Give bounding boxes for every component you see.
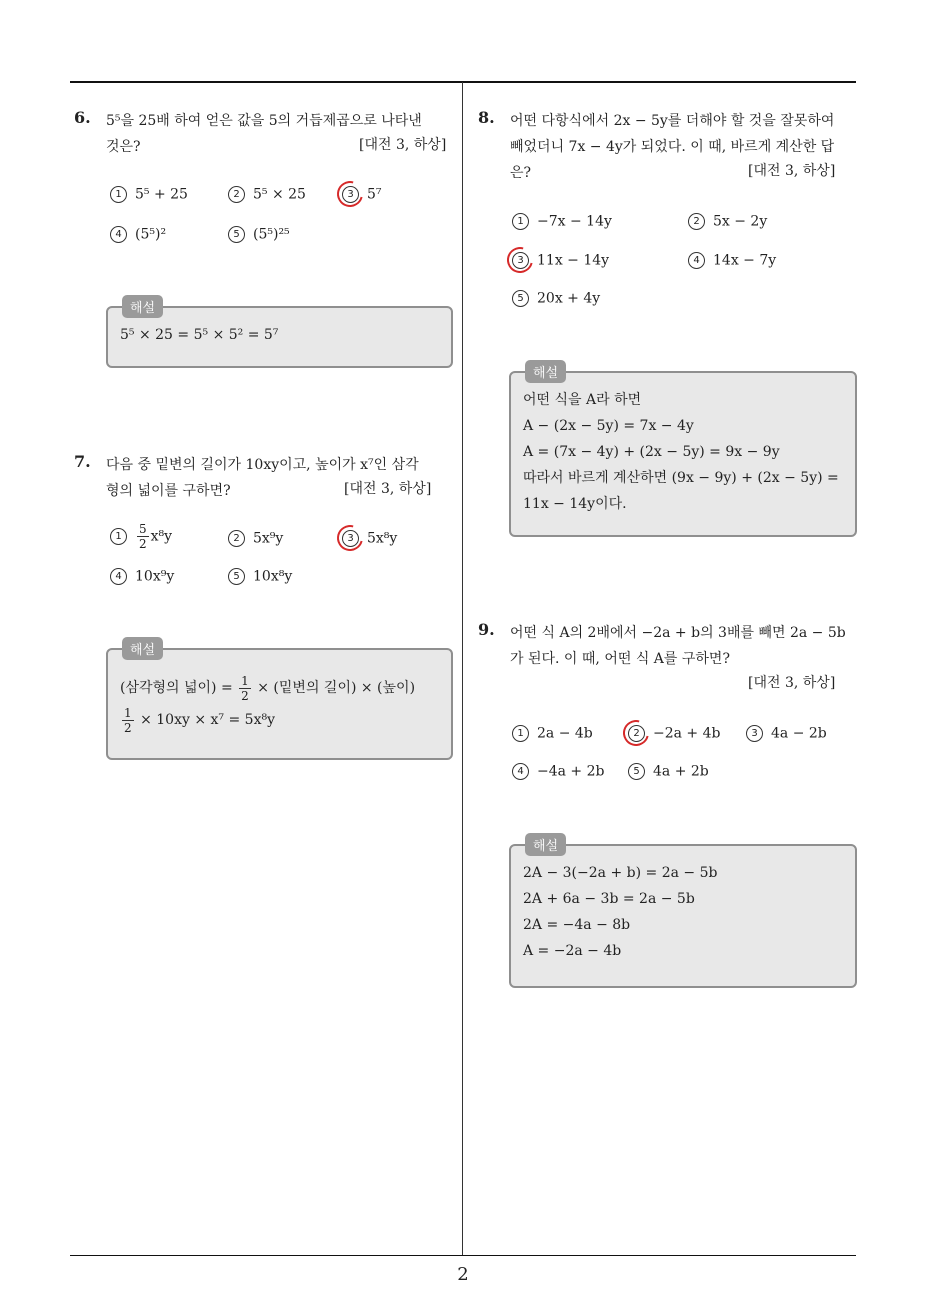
- answer-mark: [502, 242, 538, 278]
- difficulty-label: [대전 3, 하상]: [344, 481, 432, 497]
- top-rule: [70, 81, 856, 83]
- option-2[interactable]: 2 −2a + 4b: [628, 725, 720, 742]
- answer-mark: [332, 520, 368, 556]
- question-number: 6.: [74, 108, 91, 127]
- question-8: [478, 108, 858, 188]
- option-2[interactable]: 2 5x⁹y: [228, 530, 283, 547]
- solution-box: 해설 5⁵ × 25 = 5⁵ × 5² = 5⁷: [106, 306, 453, 368]
- difficulty-label: [대전 3, 하상]: [359, 137, 447, 153]
- question-text: 다음 중 밑변의 길이가 10xy이고, 높이가 x⁷인 삼각 형의 넓이를 구하면?: [106, 457, 419, 499]
- option-4[interactable]: 4 10x⁹y: [110, 568, 174, 585]
- option-3[interactable]: 3 4a − 2b: [746, 725, 827, 742]
- solution-box: 해설 2A − 3(−2a + b) = 2a − 5b 2A + 6a − 3b = 2a − 5b 2A = −4a − 8b A = −2a − 4b: [509, 844, 857, 988]
- option-1[interactable]: 1 2a − 4b: [512, 725, 593, 742]
- page-number: 2: [457, 1264, 469, 1285]
- option-5[interactable]: 5 4a + 2b: [628, 763, 709, 780]
- solution-tag: 해설: [122, 637, 163, 660]
- difficulty-label: [대전 3, 하상]: [748, 675, 836, 691]
- solution-tag: 해설: [525, 360, 566, 383]
- question-9: [478, 620, 858, 700]
- option-4[interactable]: 4 14x − 7y: [688, 252, 776, 269]
- option-3[interactable]: 3 5x⁸y: [342, 530, 397, 547]
- question-text: 5⁵을 25배 하여 얻은 값을 5의 거듭제곱으로 나타낸 것은?: [106, 113, 422, 155]
- option-1[interactable]: 1 $\frac{5}{2}$ x⁸y: [110, 522, 172, 551]
- option-2[interactable]: 2 5⁵ × 25: [228, 186, 306, 203]
- solution-box: 해설 어떤 식을 A라 하면 A − (2x − 5y) = 7x − 4y A = (7x − 4y) + (2x − 5y) = 9x − 9y 따라서 바르게 계산하면 (9x − 9y) + (2x − 5y) = 11x − 14y이다.: [509, 371, 857, 537]
- question-6: [74, 108, 458, 228]
- solution-box: 해설 (삼각형의 넓이) = $\frac{1}{2}$ × (밑변의 길이) × (높이) $\frac{1}{2}$ × 10xy × x⁷ = 5x⁸y: [106, 648, 453, 760]
- solution-tag: 해설: [122, 295, 163, 318]
- option-5[interactable]: 5 (5⁵)²⁵: [228, 226, 290, 243]
- bottom-rule: [70, 1255, 856, 1256]
- option-5[interactable]: 5 20x + 4y: [512, 290, 600, 307]
- question-7: [74, 452, 458, 512]
- option-1[interactable]: 1 5⁵ + 25: [110, 186, 188, 203]
- option-1[interactable]: 1 −7x − 14y: [512, 213, 612, 230]
- option-5[interactable]: 5 10x⁸y: [228, 568, 292, 585]
- column-divider: [462, 82, 463, 1256]
- option-2[interactable]: 2 5x − 2y: [688, 213, 767, 230]
- option-4[interactable]: 4 (5⁵)²: [110, 226, 166, 243]
- question-number: 9.: [478, 620, 495, 639]
- difficulty-label: [대전 3, 하상]: [748, 163, 836, 179]
- question-text: 어떤 다항식에서 2x − 5y를 더해야 할 것을 잘못하여 빼었더니 7x − 4y가 되었다. 이 때, 바르게 계산한 답 은?: [510, 113, 835, 181]
- question-number: 7.: [74, 452, 91, 471]
- option-4[interactable]: 4 −4a + 2b: [512, 763, 604, 780]
- answer-mark: [618, 715, 654, 751]
- option-3[interactable]: 3 5⁷: [342, 186, 382, 203]
- solution-tag: 해설: [525, 833, 566, 856]
- question-number: 8.: [478, 108, 495, 127]
- question-text: 어떤 식 A의 2배에서 −2a + b의 3배를 빼면 2a − 5b 가 된다. 이 때, 어떤 식 A를 구하면?: [510, 625, 846, 667]
- option-3[interactable]: 3 11x − 14y: [512, 252, 609, 269]
